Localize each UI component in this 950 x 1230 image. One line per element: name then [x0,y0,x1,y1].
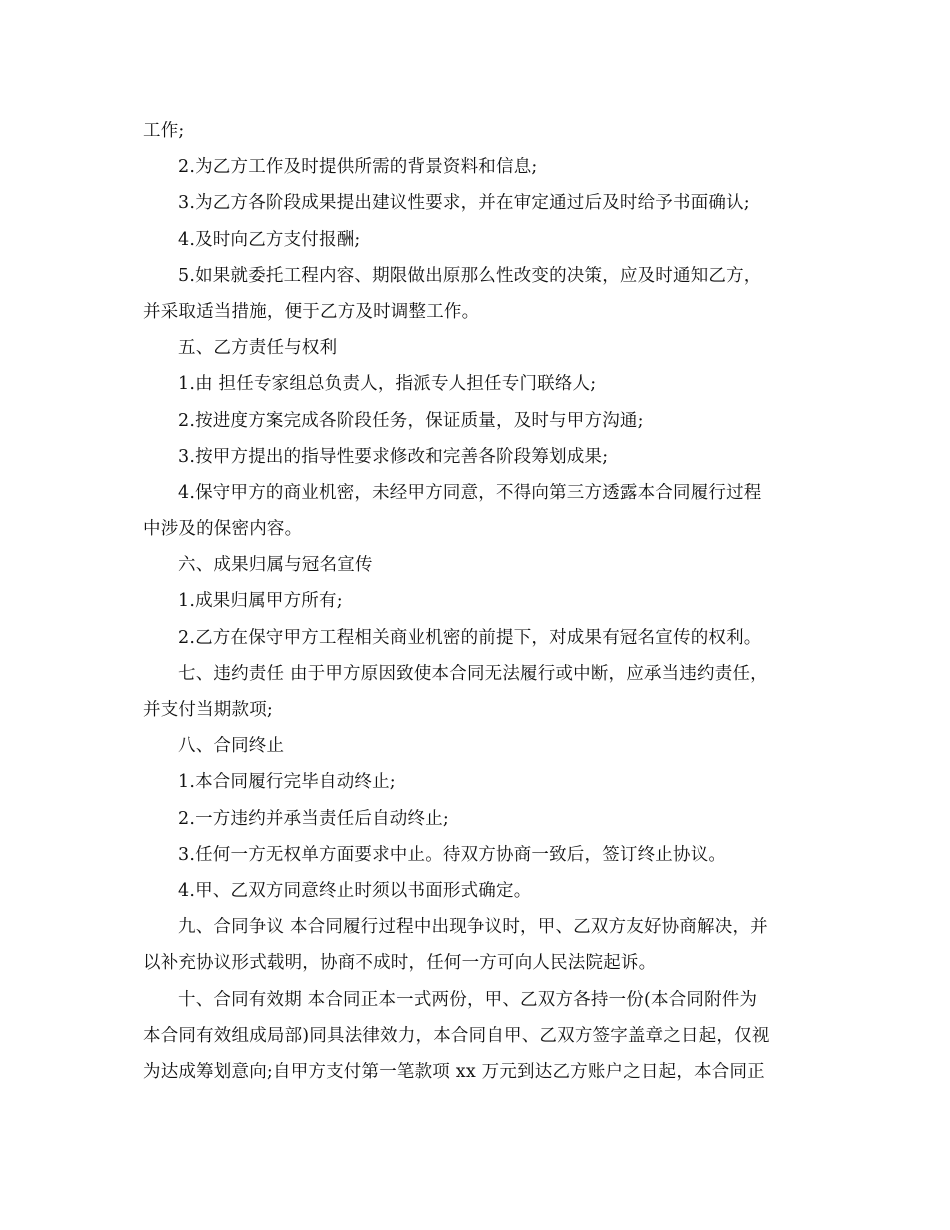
text-line: 2.乙方在保守甲方工程相关商业机密的前提下，对成果有冠名宣传的权利。 [178,627,762,648]
text-line: 4.甲、乙双方同意终止时须以书面形式确定。 [178,880,532,901]
text-line: 3.按甲方提出的指导性要求修改和完善各阶段筹划成果; [178,446,609,467]
text-line: 4.及时向乙方支付报酬; [178,229,361,250]
text-line: 2.一方违约并承当责任后自动终止; [178,808,449,829]
section-heading: 十、合同有效期 本合同正本一式两份，甲、乙双方各持一份(本合同附件为 [178,989,758,1010]
text-line: 本合同有效组成局部)同具法律效力，本合同自甲、乙双方签字盖章之日起，仅视 [143,1025,770,1046]
text-line: 中涉及的保密内容。 [143,519,303,540]
text-line: 3.为乙方各阶段成果提出建议性要求，并在审定通过后及时给予书面确认; [178,193,750,214]
contract-body [143,119,808,1096]
text-line: 5.如果就委托工程内容、期限做出原那么性改变的决策，应及时通知乙方， [178,265,762,286]
text-line: 1.成果归属甲方所有; [178,591,343,612]
text-line: 2.为乙方工作及时提供所需的背景资料和信息; [178,157,538,178]
text-line: 3.任何一方无权单方面要求中止。待双方协商一致后，签订终止协议。 [178,844,727,865]
text-line: 4.保守甲方的商业机密，未经甲方同意，不得向第三方透露本合同履行过程 [178,482,762,503]
section-heading: 六、成果归属与冠名宣传 [178,555,373,576]
text-line: 2.按进度方案完成各阶段任务，保证质量，及时与甲方沟通; [178,410,644,431]
section-heading: 七、违约责任 由于甲方原因致使本合同无法履行或中断，应承当违约责任， [178,663,768,684]
text-line: 以补充协议形式载明，协商不成时，任何一方可向人民法院起诉。 [143,953,657,974]
text-line: 1.由 担任专家组总负责人，指派专人担任专门联络人; [178,374,597,395]
text-line: 为达成筹划意向;自甲方支付第一笔款项 xx 万元到达乙方账户之日起，本合同正 [143,1061,765,1082]
text-line: 工作; [143,121,185,141]
text-line: 并采取适当措施，便于乙方及时调整工作。 [143,301,480,322]
text-line: 并支付当期款项; [143,700,273,720]
text-line: 1.本合同履行完毕自动终止; [178,772,396,793]
section-heading: 九、合同争议 本合同履行过程中出现争议时，甲、乙双方友好协商解决，并 [178,917,768,938]
section-heading: 八、合同终止 [178,736,285,757]
section-heading: 五、乙方责任与权利 [178,338,338,359]
